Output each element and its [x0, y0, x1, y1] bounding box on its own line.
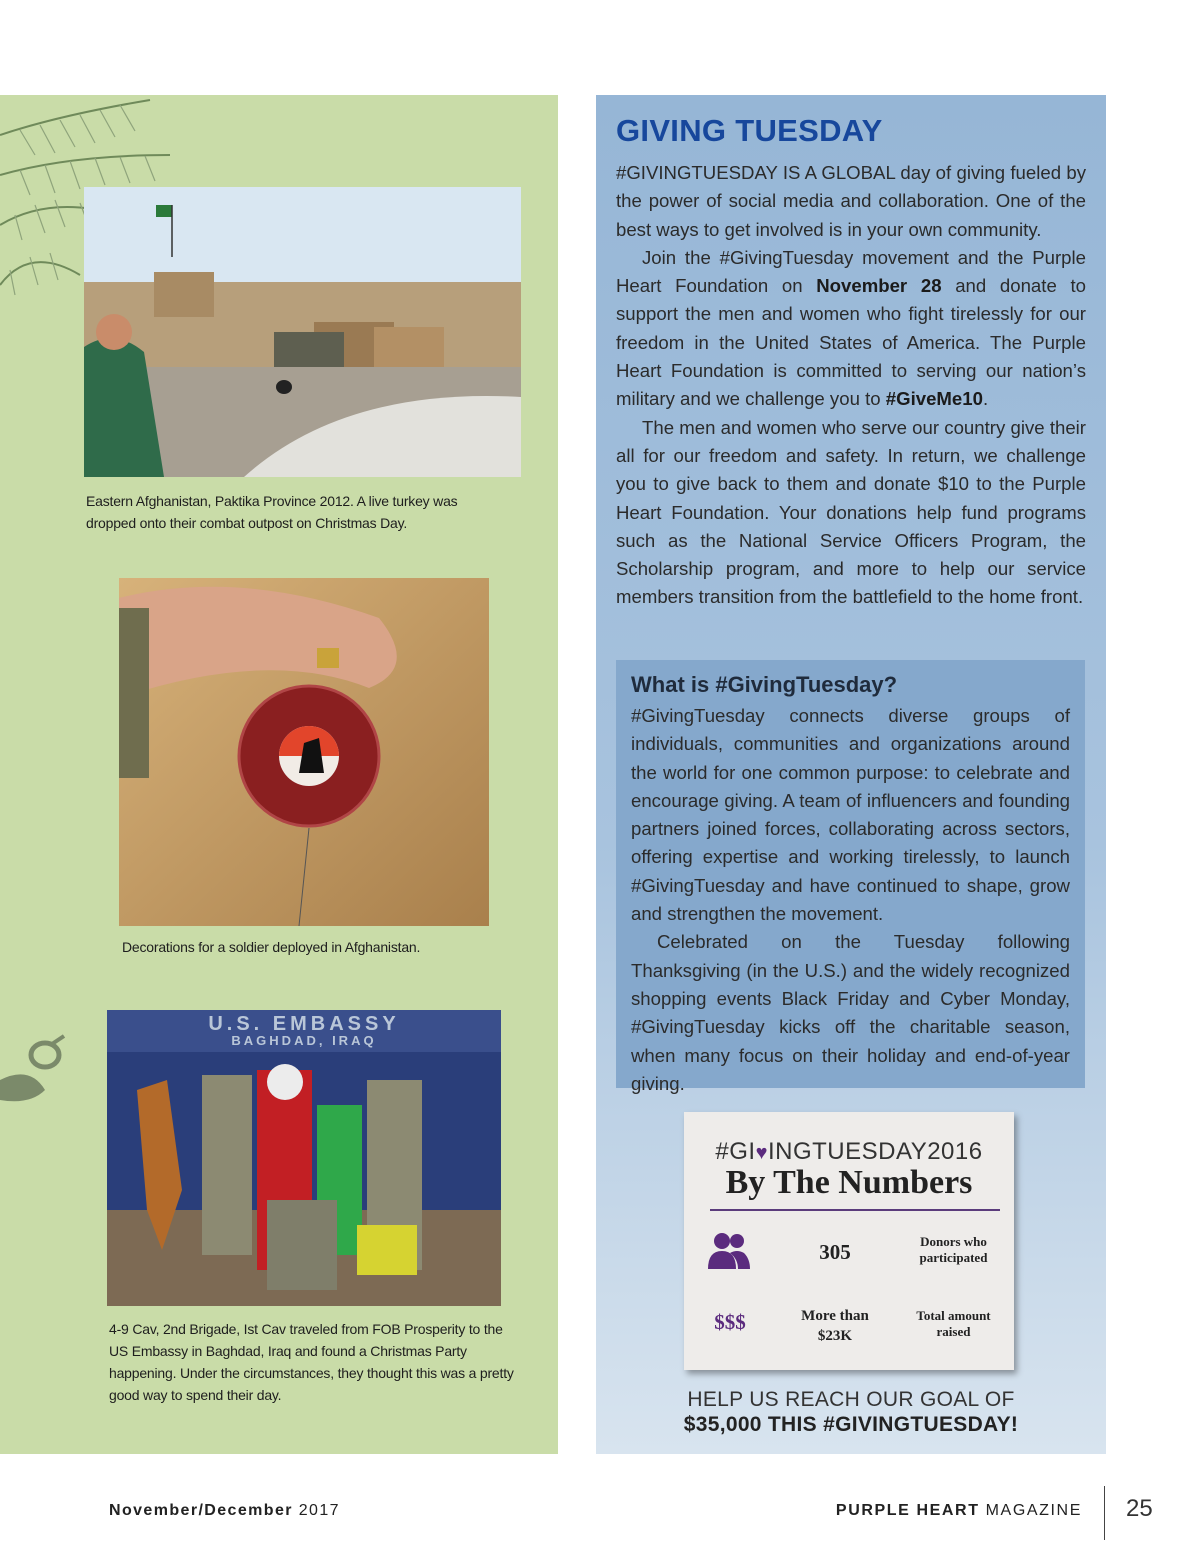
amount-value-line1: More than [801, 1308, 869, 1324]
article-p2-text-a: Join the #GivingTuesday movement and the Purple Heart Foundation on [616, 246, 1086, 297]
article-p2-text-b: and donate to support the men and women who fight tirelessly for our freedom in the United States of America. The Purple Heart Foundation is committed to serving our nation’s military and we challenge you to [616, 275, 1086, 410]
article-hashtag-highlight: #GiveMe10 [885, 388, 983, 410]
sidebar-paragraph-2: Celebrated on the Tuesday following Thanksgiving (in the U.S.) and the widely recognized shopping events Black Friday and Cyber Monday, #GivingTuesday kicks off the charitable season, when many focus on their holiday and end-of-year giving. [631, 931, 1070, 1094]
article-paragraph-3: The men and women who serve our country give their all for our freedom and safety. In return, we challenge you to give back to them and donate $10 to the Purple Heart Foundation. Your donations help fund programs such as the National Service Officers Program, the Scholarship program, and more to help our service members transition from the battlefield to the home front. [616, 416, 1086, 608]
numbers-hashtag [684, 1138, 1014, 1166]
embassy-sign-line2: BAGHDAD, IRAQ [231, 1033, 377, 1048]
article-p2-text-c: . [982, 388, 989, 410]
goal-callout-line2: $35,000 THIS #GIVINGTUESDAY! [683, 1413, 1019, 1436]
photo-ornament [119, 578, 489, 926]
sidebar-body [631, 702, 1070, 1098]
footer-divider [1104, 1486, 1105, 1540]
article-paragraph-2 [616, 244, 1086, 414]
people-icon [708, 1231, 750, 1271]
what-is-giving-tuesday-box [616, 660, 1085, 1094]
numbers-divider [710, 1209, 1000, 1211]
photo-embassy-christmas [107, 1010, 501, 1306]
article-title: GIVING TUESDAY [616, 113, 883, 148]
sidebar-paragraph-1: #GivingTuesday connects diverse groups of individuals, communities and organizations around the world for one common purpose: to celebrate and encourage giving. A team of influencers and founding partners joined forces, collaborating across sectors, offering expertise and working tirelessly, to launch #GivingTuesday and have continued to shape, grow and strengthen the movement. [631, 705, 1070, 925]
article-body [616, 159, 1086, 612]
sidebar-title: What is #GivingTuesday? [631, 672, 898, 697]
photo1-caption: Eastern Afghanistan, Paktika Province 2012. A live turkey was dropped onto their combat outpost on Christmas Day. [86, 493, 458, 531]
issue-month: November/December [109, 1502, 293, 1519]
issue-date-footer [109, 1502, 340, 1520]
photo2-caption: Decorations for a soldier deployed in Afghanistan. [122, 939, 421, 955]
giving-tuesday-panel [596, 95, 1106, 1454]
photo3-caption: 4-9 Cav, 2nd Brigade, Ist Cav traveled from FOB Prosperity to the US Embassy in Baghdad, Iraq and found a Christmas Party happening. Under the circumstances, they thought this was a pretty good way to spend their day. [109, 1321, 514, 1403]
magazine-name-light: MAGAZINE [979, 1502, 1082, 1519]
goal-callout-line1: HELP US REACH OUR GOAL OF [687, 1388, 1015, 1411]
issue-year: 2017 [292, 1502, 340, 1519]
amount-raised-label: Total amount raised [916, 1308, 991, 1339]
giving-heart-icon: ♥ [755, 1142, 768, 1164]
donor-count-value: 305 [819, 1240, 851, 1264]
article-paragraph-1: #GIVINGTUESDAY IS A GLOBAL day of giving fueled by the power of social media and collaboration. One of the best ways to get involved is in your own community. [616, 162, 1086, 240]
amount-raised-value [780, 1306, 890, 1346]
magazine-name-bold: PURPLE HEART [835, 1502, 980, 1519]
dollar-signs-icon: $$$ [714, 1310, 746, 1334]
photo-combat-outpost [84, 187, 521, 477]
left-photo-column [0, 95, 558, 1454]
numbers-heading: By The Numbers [725, 1164, 973, 1201]
article-date-highlight: November 28 [816, 275, 942, 297]
page-number: 25 [1126, 1495, 1153, 1522]
by-the-numbers-card [684, 1112, 1014, 1370]
embassy-sign-line1: U.S. EMBASSY [208, 1013, 400, 1035]
hashtag-suffix: INGTUESDAY2016 [767, 1138, 983, 1165]
hashtag-prefix: #GI [715, 1138, 756, 1165]
donor-count-label: Donors who participated [919, 1234, 988, 1265]
amount-value-line2: $23K [817, 1328, 853, 1344]
oil-lamp-decoration [0, 1030, 70, 1110]
magazine-name-footer [836, 1502, 1082, 1520]
